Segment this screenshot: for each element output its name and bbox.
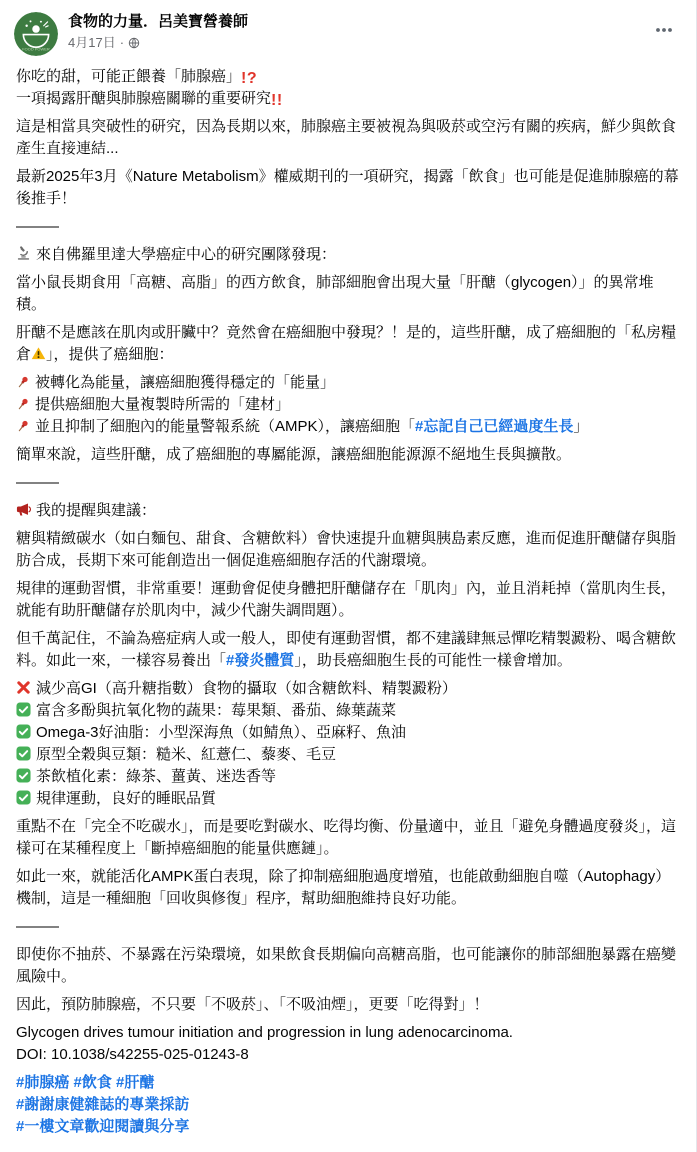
text-line: [16, 766, 680, 788]
pin-icon: [16, 419, 30, 433]
text-line: [16, 416, 680, 438]
text-run: 因此，預防肺腺癌，不只要「不吸菸」、「不吸油煙」，更要「吃得對」！: [16, 996, 489, 1013]
text-line: [16, 166, 680, 210]
text-line: [16, 628, 680, 672]
text-line: [16, 322, 680, 366]
meta-separator: ·: [119, 35, 125, 50]
hashtag-link[interactable]: #忘記自己已經過度生長: [415, 418, 574, 435]
text-run: 簡單來說，這些肝醣，成了癌細胞的專屬能源，讓癌細胞能源源不絕地生長與擴散。: [16, 446, 572, 463]
food-power-logo-icon: [14, 12, 58, 56]
post-meta: [68, 34, 648, 52]
check-icon: [16, 746, 31, 761]
text-run: 茶飲植化素：綠茶、薑黃、迷迭香等: [36, 768, 277, 785]
text-run: 提供癌細胞大量複製時所需的「建材」: [35, 396, 291, 413]
citation: [16, 1022, 680, 1066]
text-run: 規律運動，良好的睡眠品質: [36, 790, 217, 807]
text-run: 」，提供了癌細胞：: [46, 346, 174, 363]
mice-paragraph: [16, 272, 680, 316]
text-run: 來自佛羅里達大學癌症中心的研究團隊發現：: [36, 246, 337, 263]
text-run: 我的提醒與建議：: [36, 502, 157, 519]
text-run: DOI: 10.1038/s42255-025-01243-8: [16, 1046, 249, 1063]
text-line: [16, 528, 680, 572]
text-run: 」，助長癌細胞生長的可能性一樣會增加。: [294, 652, 572, 669]
text-line: [16, 994, 680, 1016]
text-run: 減少高GI（高升糖指數）食物的攝取（如含糖飲料、精製澱粉）: [36, 680, 457, 697]
text-run: 這是相當具突破性的研究，因為長期以來，肺腺癌主要被視為與吸菸或空污有關的疾病，鮮少與飲食產生直接連結...: [16, 118, 677, 157]
text-line: [16, 722, 680, 744]
research-team-line: [16, 244, 680, 266]
text-run: Glycogen drives tumour initiation and progression in lung adenocarcinoma.: [16, 1024, 513, 1041]
pin-icon: [16, 375, 30, 389]
text-line: [16, 578, 680, 622]
text-line: [16, 500, 680, 522]
post-header: [0, 0, 696, 62]
divider-3: [16, 916, 680, 938]
hashtag-link[interactable]: #飲食: [73, 1074, 112, 1091]
text-line: [16, 116, 680, 160]
cross-icon: [16, 680, 31, 695]
text-line: [16, 1072, 680, 1094]
text-divider: ———: [16, 474, 58, 491]
checklist: [16, 678, 680, 810]
text-line: [16, 1022, 680, 1044]
risk-paragraph: [16, 944, 680, 988]
check-icon: [16, 724, 31, 739]
text-line: [16, 866, 680, 910]
text-line: [16, 88, 680, 110]
text-run: 一項揭露肝醣與肺腺癌關聯的重要研究: [16, 90, 272, 107]
text-run: 但千萬記住，不論為癌症病人或一般人，即使有運動習慣，都不建議肆無忌憚吃精製澱粉、喝含糖飲料。如此一來，一樣容易養出「: [16, 630, 677, 669]
text-run: 富含多酚與抗氧化物的蔬果：莓果類、番茄、綠葉蔬菜: [36, 702, 397, 719]
hashtag-link[interactable]: #肺腺癌: [16, 1074, 70, 1091]
megaphone-icon: [16, 502, 31, 517]
text-run: Omega-3好油脂：小型深海魚（如鯖魚）、亞麻籽、魚油: [36, 724, 407, 741]
pin-list: [16, 372, 680, 438]
text-line: [16, 1116, 680, 1138]
text-line: [16, 788, 680, 810]
text-divider: ———: [16, 218, 58, 235]
glycogen-paragraph: [16, 322, 680, 366]
text-line: [16, 1094, 680, 1116]
journal-paragraph: [16, 166, 680, 210]
text-line: [16, 678, 680, 700]
caution-paragraph: [16, 628, 680, 672]
check-icon: [16, 768, 31, 783]
text-run: 並且抑制了細胞內的能量警報系統（AMPK），讓癌細胞「: [35, 418, 416, 435]
ellipsis-icon: [654, 20, 674, 40]
text-run: 規律的運動習慣，非常重要！運動會促使身體把肝醣儲存在「肌肉」內，並且消耗掉（當肌肉生長，就能有助肝醣儲存於肌肉中，減少代謝失調問題）。: [16, 580, 677, 619]
check-icon: [16, 702, 31, 717]
text-divider: ———: [16, 918, 58, 935]
headline: [16, 66, 680, 110]
advice-heading: [16, 500, 680, 522]
text-line: [16, 272, 680, 316]
text-line: [16, 700, 680, 722]
text-line: [16, 444, 680, 466]
text-line: [16, 816, 680, 860]
avatar[interactable]: [14, 12, 58, 56]
post-body: [0, 62, 696, 1138]
divider-1: [16, 216, 680, 238]
conclusion-paragraph: [16, 994, 680, 1016]
more-options-button[interactable]: [648, 14, 680, 46]
text-run: 如此一來，就能活化AMPK蛋白表現，除了抑制癌細胞過度增殖，也能啟動細胞自噬（Autophagy）機制，這是一種細胞「回收與修復」程序，幫助細胞維持良好功能。: [16, 868, 671, 907]
hashtag-link[interactable]: #肝醣: [116, 1074, 155, 1091]
balance-paragraph: [16, 816, 680, 860]
summary-paragraph: [16, 444, 680, 466]
text-run: 糖與精緻碳水（如白麵包、甜食、含糖飲料）會快速提升血糖與胰島素反應，進而促進肝醣儲存與脂肪合成，長期下來可能創造出一個促進癌細胞存活的代謝環境。: [16, 530, 677, 569]
text-run: 重點不在「完全不吃碳水」，而是要吃對碳水、吃得均衡、份量適中，並且「避免身體過度發炎」，這樣可在某種程度上「斷掉癌細胞的能量供應鏈」。: [16, 818, 677, 857]
ampk-paragraph: [16, 866, 680, 910]
text-run: 」: [573, 418, 589, 435]
svg-text:FOOD POWER: FOOD POWER: [22, 46, 50, 52]
hashtag-link[interactable]: #一樓文章歡迎閱讀與分享: [16, 1118, 190, 1135]
microscope-icon: [16, 246, 31, 261]
text-run: 你吃的甜，可能正餵養「肺腺癌」: [16, 68, 242, 85]
text-line: [16, 394, 680, 416]
text-run: 原型全穀與豆類：糙米、紅薏仁、藜麥、毛豆: [36, 746, 337, 763]
text-line: [16, 66, 680, 88]
text-run: 即使你不抽菸、不暴露在污染環境，如果飲食長期偏向高糖高脂，也可能讓你的肺部細胞暴露在癌變風險中。: [16, 946, 677, 985]
exercise-paragraph: [16, 578, 680, 622]
warning-icon: [31, 346, 46, 361]
page-name-link[interactable]: 食物的力量．呂美寶營養師: [68, 13, 249, 30]
text-line: [16, 372, 680, 394]
text-line: [16, 944, 680, 988]
pin-icon: [16, 397, 30, 411]
sugar-paragraph: [16, 528, 680, 572]
text-run: 肝醣不是應該在肌肉或肝臟中？竟然會在癌細胞中發現？！是的，這些肝醣，成了癌細胞的「私房糧倉: [16, 324, 677, 363]
hashtag-link[interactable]: #發炎體質: [226, 652, 295, 669]
text-run: 最新2025年3月《Nature Metabolism》權威期刊的一項研究，揭露「飲食」也可能是促進肺腺癌的幕後推手！: [16, 168, 679, 207]
divider-2: [16, 472, 680, 494]
text-run: 當小鼠長期食用「高糖、高脂」的西方飲食，肺部細胞會出現大量「肝醣（glycogen）」的異常堆積。: [16, 274, 654, 313]
intro-paragraph: [16, 116, 680, 160]
double-exclamation-icon: !!: [271, 92, 283, 109]
check-icon: [16, 790, 31, 805]
globe-privacy-icon: [128, 37, 140, 49]
text-line: [16, 1044, 680, 1066]
text-line: [16, 244, 680, 266]
post-date-link[interactable]: 4月17日: [68, 35, 116, 50]
hashtags: [16, 1072, 680, 1138]
text-run: 被轉化為能量，讓癌細胞獲得穩定的「能量」: [35, 374, 336, 391]
header-text: [68, 12, 648, 52]
hashtag-link[interactable]: #謝謝康健雜誌的專業採訪: [16, 1096, 190, 1113]
text-line: [16, 744, 680, 766]
interrobang-icon: !?: [241, 70, 258, 87]
